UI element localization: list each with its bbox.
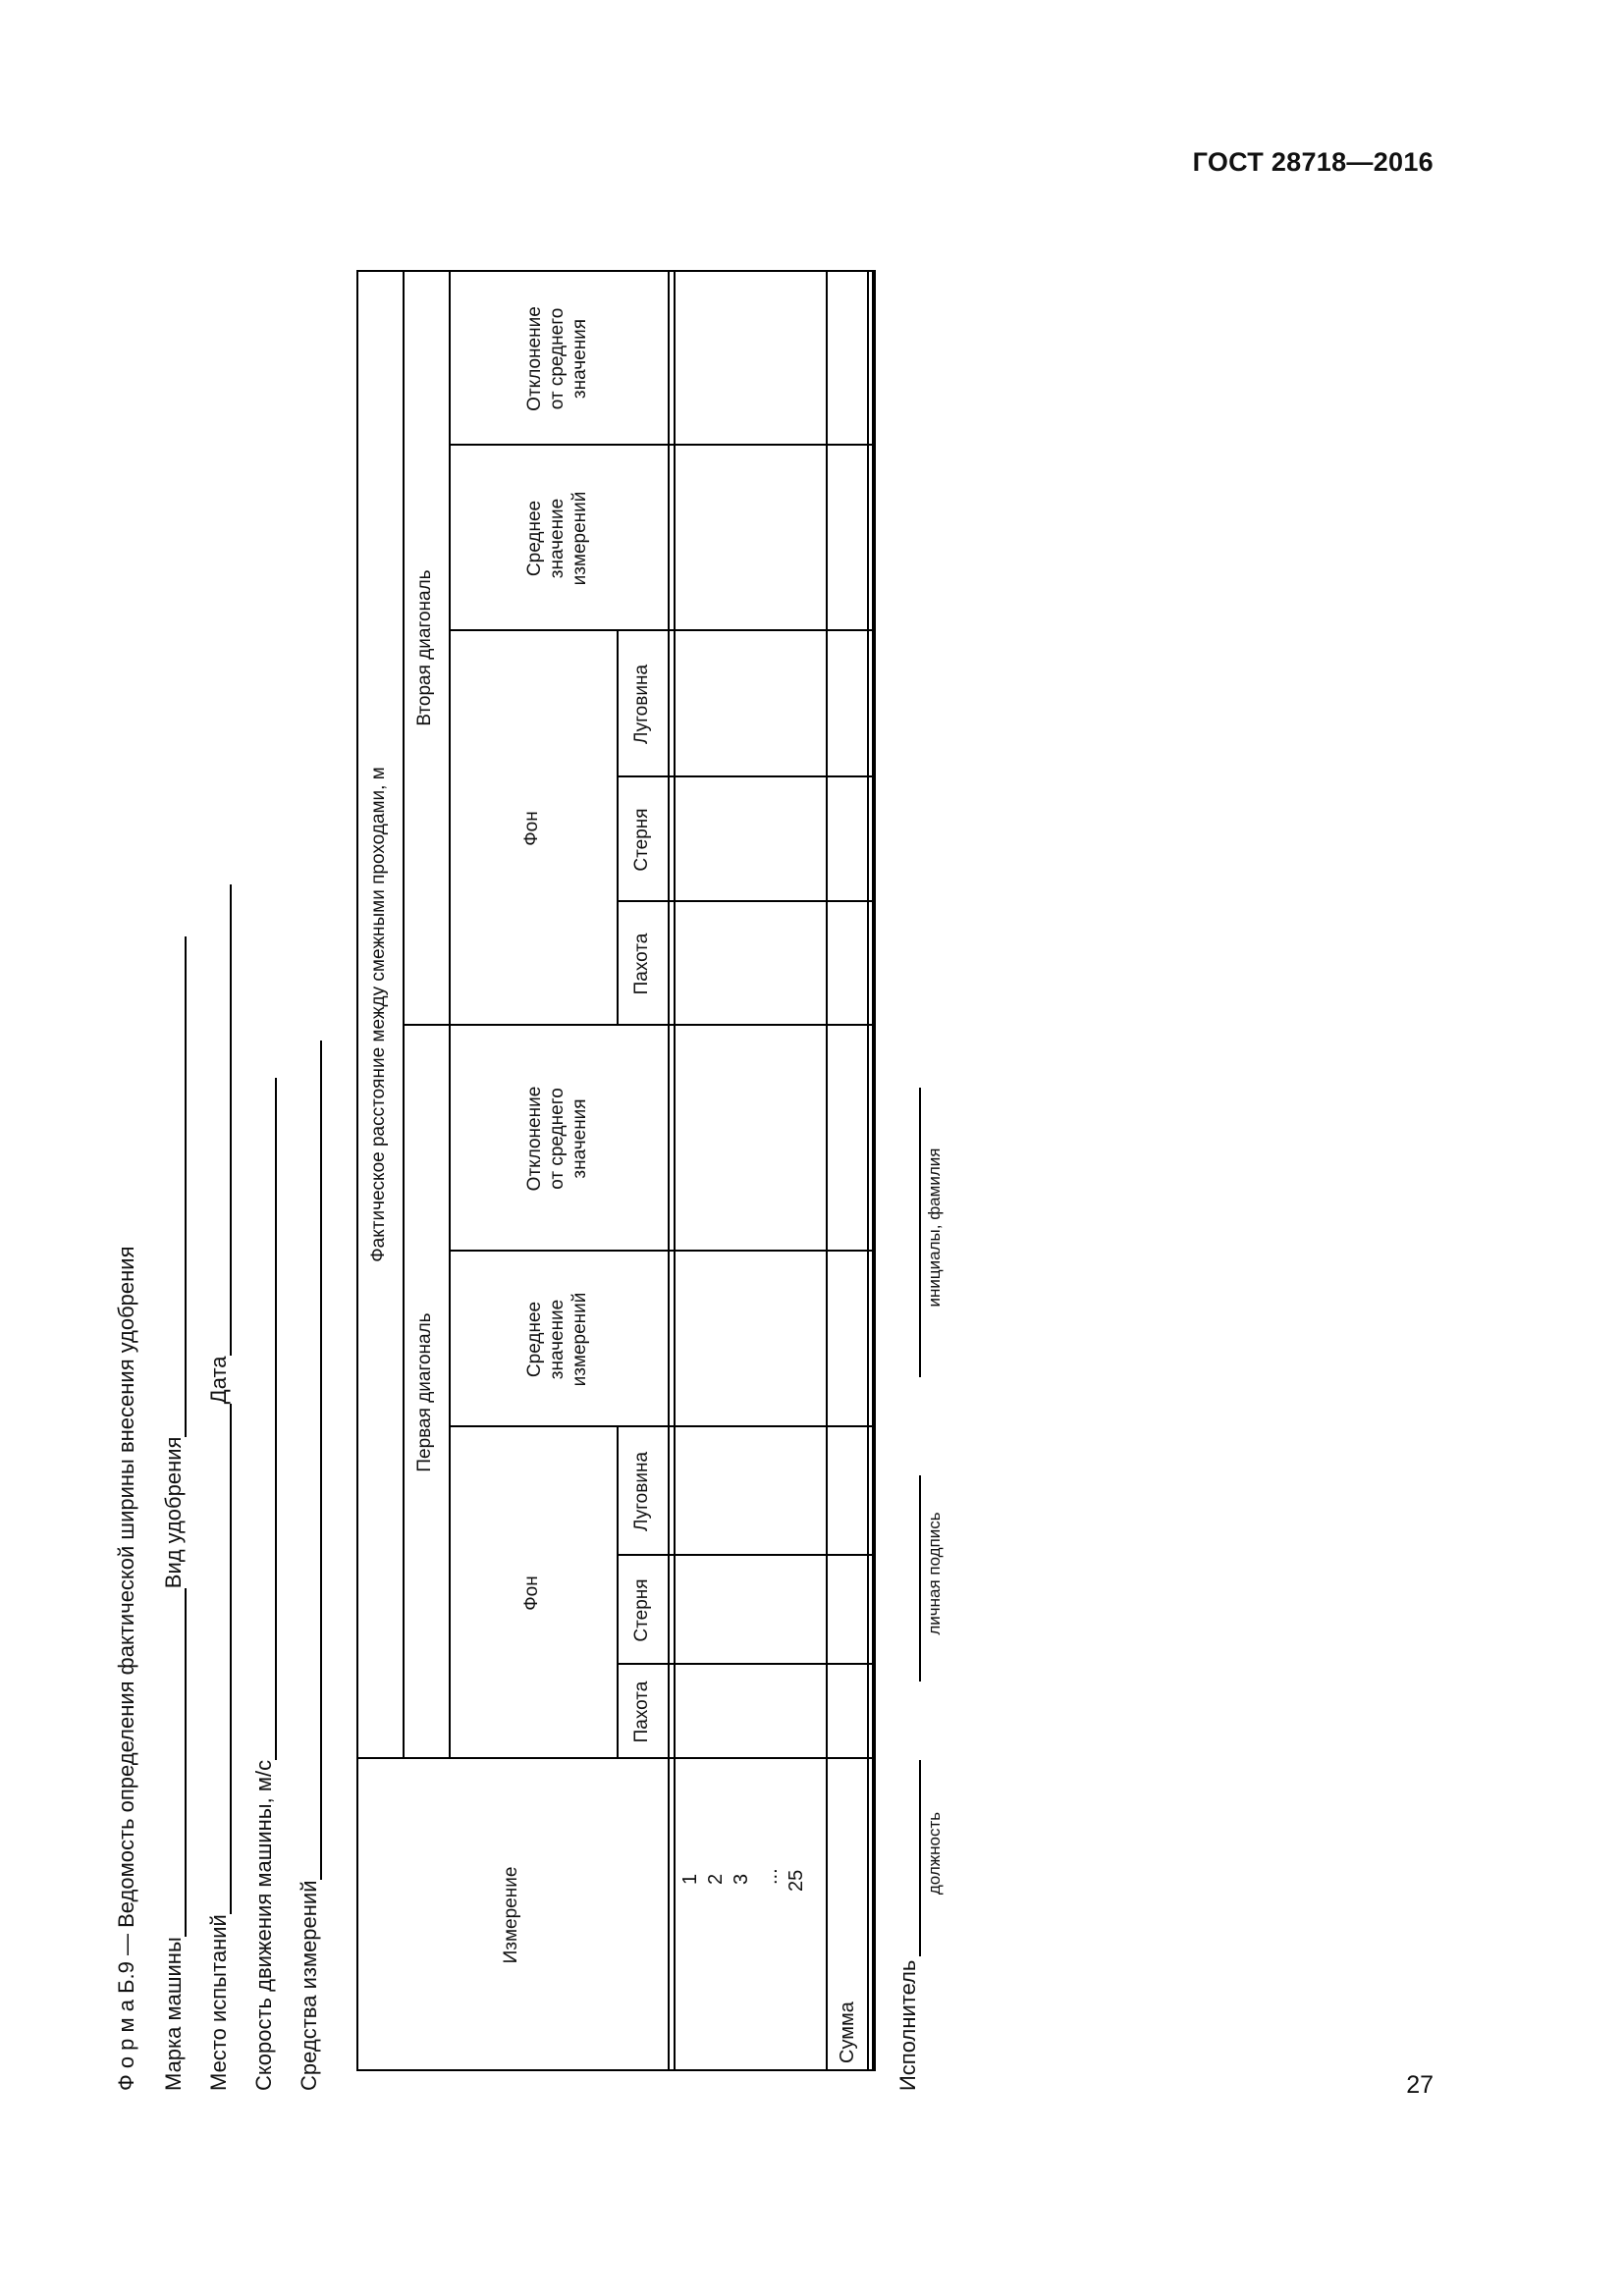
sum-row-cell — [826, 1759, 869, 2071]
diagonal-2-col-plowing: Пахота — [630, 933, 652, 995]
diagonal-1-col-plowing: Пахота — [630, 1681, 652, 1743]
diagonal-1-background: Фон — [521, 1575, 543, 1611]
form-title-text: — Ведомость определения фактической ширины внесения удобрения — [114, 1246, 138, 1962]
diagonal-2-deviation: Отклонение от среднего значения — [524, 306, 590, 411]
diagonal-2-col-stubble: Стерня — [630, 808, 652, 872]
diagonal-1-col-meadow: Луговина — [630, 1451, 652, 1532]
row-number-25: 25 — [785, 1869, 807, 1892]
fertilizer-type-field[interactable] — [159, 936, 187, 1437]
row-number-ellipsis: ... — [760, 1868, 782, 1885]
machine-speed-field[interactable] — [249, 1078, 277, 1760]
performer-label: Исполнитель — [895, 1959, 920, 2091]
field-row-2 — [204, 884, 232, 2091]
form-label: Ф о р м а Б.9 — [114, 1961, 138, 2091]
field-row-4 — [295, 1041, 322, 2091]
position-caption: должность — [925, 1811, 944, 1896]
sum-row-label: Сумма — [836, 2002, 858, 2063]
measuring-tools-field[interactable] — [295, 1041, 322, 1880]
field-row-1 — [159, 936, 187, 2091]
signature-caption: личная подпись — [925, 1512, 944, 1635]
diagonal-1-deviation: Отклонение от среднего значения — [524, 1086, 590, 1192]
diagonal-1-header: Первая диагональ — [414, 1312, 436, 1472]
rotated-form — [108, 147, 944, 2091]
diagonal-1-mean: Среднее значение измерений — [524, 1292, 590, 1387]
test-site-label: Место испытаний — [206, 1914, 231, 2091]
standard-code: ГОСТ 28718—2016 — [1192, 147, 1434, 177]
row-number-1: 1 — [679, 1873, 701, 1885]
date-field[interactable] — [204, 884, 232, 1356]
measuring-tools-label: Средства измерений — [297, 1880, 321, 2091]
machine-brand-field[interactable] — [159, 1588, 187, 1937]
diagonal-1-col-stubble: Стерня — [630, 1578, 652, 1642]
fertilizer-type-label: Вид удобрения — [161, 1436, 186, 1589]
diagonal-2-header: Вторая диагональ — [414, 569, 436, 726]
diagonal-2-background: Фон — [521, 811, 543, 846]
name-caption: инициалы, фамилия — [925, 1148, 944, 1308]
signature-field[interactable] — [893, 1475, 921, 1682]
position-field[interactable] — [893, 1760, 921, 1956]
form-title — [114, 1246, 139, 2091]
date-label: Дата — [206, 1356, 231, 1405]
signature-line — [893, 1088, 921, 2091]
measurement-header: Измерение — [501, 1866, 522, 1964]
machine-brand-label: Марка машины — [161, 1937, 186, 2091]
test-site-field[interactable] — [204, 1404, 232, 1914]
diagonal-2-mean: Среднее значение измерений — [524, 491, 590, 586]
page-number: 27 — [1406, 2071, 1434, 2099]
name-field[interactable] — [893, 1088, 921, 1377]
machine-speed-label: Скорость движения машины, м/с — [251, 1759, 276, 2091]
row-number-3: 3 — [731, 1873, 752, 1885]
row-number-2: 2 — [705, 1873, 727, 1885]
field-row-3 — [249, 1078, 277, 2091]
diagonal-2-col-meadow: Луговина — [630, 664, 652, 745]
main-header: Фактическое расстояние между смежными проходами, м — [368, 767, 390, 1262]
